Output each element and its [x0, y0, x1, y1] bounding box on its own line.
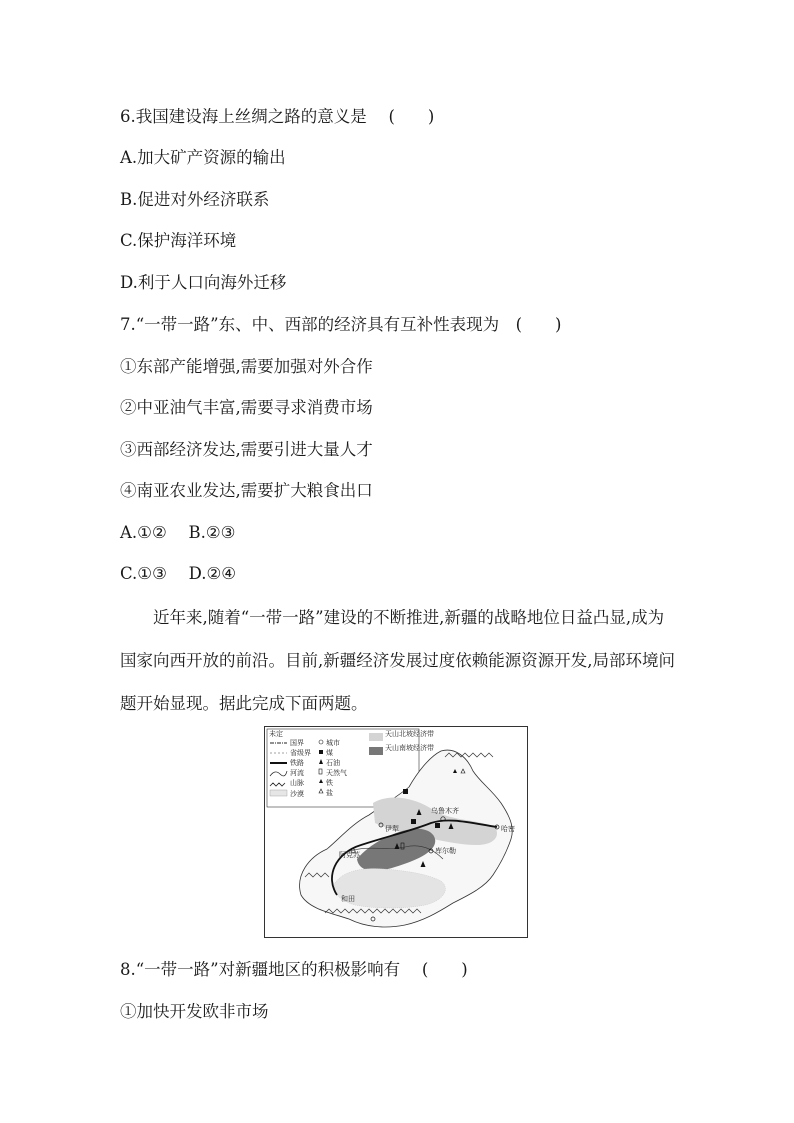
- coal-symbol: [411, 819, 416, 824]
- legend-coal: 煤: [326, 749, 333, 757]
- legend-oil: 石油: [326, 759, 340, 767]
- coal-symbol: [435, 823, 440, 828]
- q7-options-ab: A.①② B.②③: [120, 523, 236, 542]
- reading-passage: 近年来,随着“一带一路”建设的不断推进,新疆的战略地位日益凸显,成为国家向西开放的前沿。目前,新疆经济发展过度依赖能源资源开发,局部环境问题开始显现。据此完成下面两题。: [120, 608, 675, 713]
- q6-option-a: A.加大矿产资源的输出: [120, 148, 286, 167]
- q6-option-d: D.利于人口向海外迁移: [120, 273, 287, 292]
- q7-item-2: ②中亚油气丰富,需要寻求消费市场: [120, 398, 373, 417]
- city-hami: 哈密: [501, 825, 515, 833]
- city-aksu: 阿克苏: [339, 851, 360, 859]
- legend-national-border: 国界: [290, 739, 304, 747]
- legend-river: 河流: [290, 769, 304, 777]
- q7-item-4: ④南亚农业发达,需要扩大粮食出口: [120, 481, 373, 500]
- legend-iron: 铁: [326, 779, 333, 787]
- legend-note: 未定: [269, 730, 283, 738]
- legend-mountain: 山脉: [290, 779, 304, 787]
- q8-item-1: ①加快开发欧非市场: [120, 1002, 269, 1021]
- coal-symbol: [403, 789, 408, 794]
- city-hotan: 和田: [341, 895, 355, 903]
- q6-option-b: B.促进对外经济联系: [120, 190, 270, 209]
- q7-item-3: ③西部经济发达,需要引进大量人才: [120, 440, 373, 459]
- legend-desert: 沙漠: [290, 790, 304, 798]
- city-korla: 库尔勒: [435, 847, 456, 855]
- q6-stem: 6.我国建设海上丝绸之路的意义是 ( ): [120, 107, 435, 126]
- legend-railway: 铁路: [290, 759, 304, 767]
- legend-gas: 天然气: [326, 769, 347, 777]
- north-belt-icon: [369, 733, 383, 741]
- south-belt-icon: [369, 747, 383, 755]
- legend-south-belt: 天山南坡经济带: [385, 744, 434, 752]
- q7-stem: 7.“一带一路”东、中、西部的经济具有互补性表现为 ( ): [120, 315, 562, 334]
- legend-city: 城市: [326, 739, 340, 747]
- q7-options-cd: C.①③ D.②④: [120, 564, 237, 583]
- legend-provincial-border: 省级界: [290, 749, 311, 757]
- legend-salt: 盐: [326, 789, 333, 797]
- desert-icon: [270, 790, 287, 796]
- legend-north-belt: 天山北坡经济带: [385, 730, 434, 738]
- city-urumqi: 乌鲁木齐: [431, 807, 459, 815]
- q7-item-1: ①东部产能增强,需要加强对外合作: [120, 357, 373, 376]
- coal-icon: [319, 750, 323, 754]
- city-yili: 伊犁: [385, 825, 399, 833]
- xinjiang-map: [264, 726, 528, 938]
- q8-stem: 8.“一带一路”对新疆地区的积极影响有 ( ): [120, 960, 468, 979]
- q6-option-c: C.保护海洋环境: [120, 231, 237, 250]
